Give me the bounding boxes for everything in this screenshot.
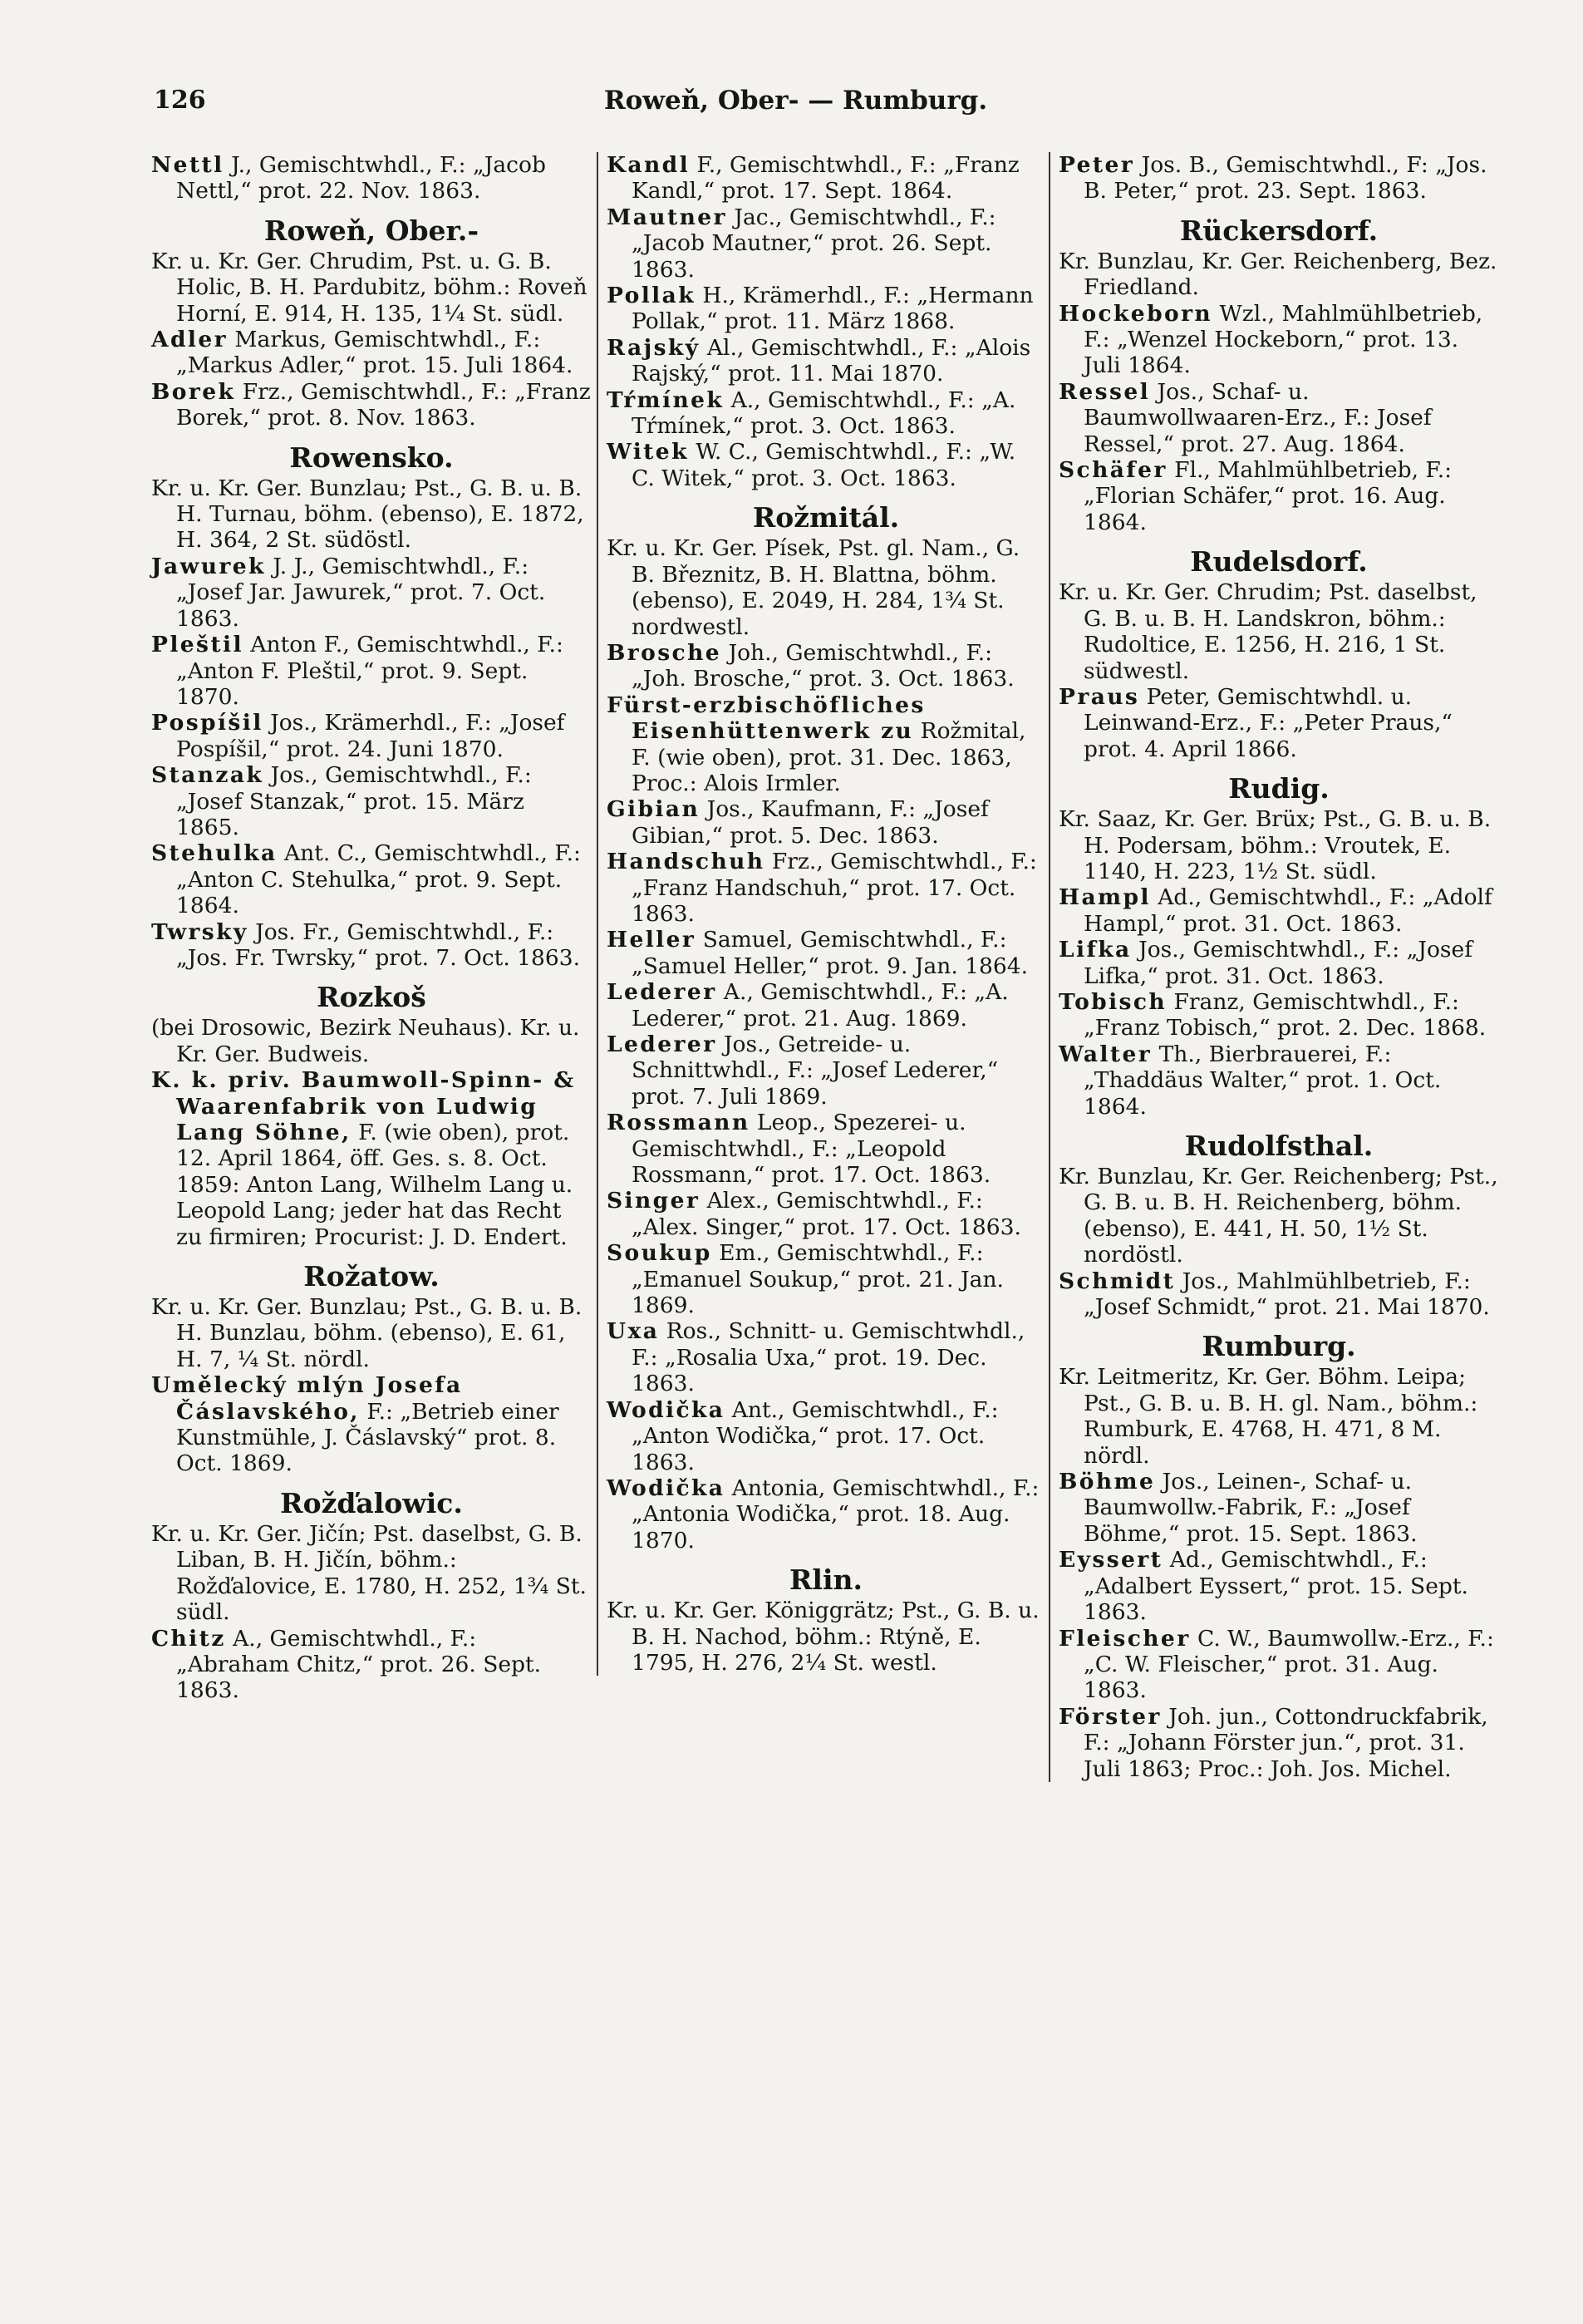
firm-name: Kandl [607,152,691,178]
firm-details: Rožmital, F. (wie oben), prot. 31. Dec. 1863, Proc.: Alois Irmler. [632,718,1026,796]
firm-entry [607,849,1045,927]
firm-entry [607,439,1045,491]
firm-name: Praus [1059,683,1140,710]
firm-entry [607,152,1045,204]
firm-details: H., Krämerhdl., F.: „Hermann Pollak,“ prot. 11. März 1868. [632,283,1034,335]
firm-name: Förster [1059,1703,1162,1730]
place-heading: Rumburg. [1202,1330,1356,1363]
column-1 [151,152,592,1704]
firm-name: Hockeborn [1059,300,1213,327]
place-heading: Rlin. [789,1563,863,1597]
firm-name: K. k. priv. Baumwoll-Spinn- & Waarenfabrik von Ludwig Lang Söhne, [151,1067,576,1145]
place-heading: Rozkoš [317,981,426,1014]
firm-name: Umělecký mlýn Josefa Čáslavského, [151,1372,463,1425]
firm-entry [607,1240,1045,1318]
firm-name: Böhme [1059,1469,1156,1495]
firm-entry [607,692,1045,797]
firm-details: Al., Gemischtwhdl., F.: „Alois Rajský,“ prot. 11. Mai 1870. [632,334,1031,387]
firm-name: Nettl [151,152,224,178]
firm-entry [1059,1704,1499,1782]
firm-entry [607,204,1045,283]
firm-entry [607,283,1045,335]
firm-details: J. J., Gemischtwhdl., F.: „Josef Jar. Jawurek,“ prot. 7. Oct. 1863. [176,553,546,632]
firm-entry [607,1110,1045,1188]
running-head: Roweň, Ober- — Rumburg. [603,86,988,116]
firm-details: F.: „Betrieb einer Kunstmühle, J. Čáslavský“ prot. 8. Oct. 1869. [176,1398,559,1477]
firm-name: Pollak [607,283,696,309]
firm-name: Ressel [1059,378,1151,405]
firm-details: Jos., Getreide- u. Schnittwhdl., F.: „Josef Lederer,“ prot. 7. Juli 1869. [632,1032,999,1110]
page-header [154,86,1438,127]
firm-entry [151,840,592,918]
firm-name: Fürst-erzbischöfliches Eisenhüttenwerk zu [607,692,926,745]
place-heading: Rückersdorf. [1179,214,1379,247]
place-heading: Rožďalowic. [280,1486,463,1519]
firm-entry [151,919,592,972]
firm-name: Rossmann [607,1110,750,1136]
firm-entry [151,327,592,379]
column-2 [597,152,1045,1676]
place-info: Kr. u. Kr. Ger. Königgrätz; Pst., G. B. u. B. H. Nachod, böhm.: Rtýně, E. 1795, H. 276, 2¼ St. westl. [607,1598,1040,1676]
firm-details: F. (wie oben), prot. 12. April 1864, öff. Ges. s. 8. Oct. 1859: Anton Lang, Wilhelm Lang u. Leopold Lang; jeder hat das Recht zu firmiren; Procurist: J. D. Endert. [176,1120,573,1250]
firm-details: Leop., Spezerei- u. Gemischtwhdl., F.: „Leopold Rossmann,“ prot. 17. Oct. 1863. [632,1110,991,1189]
firm-details: Jos., Mahlmühlbetrieb, F.: „Josef Schmidt,“ prot. 21. Mai 1870. [1084,1268,1490,1321]
firm-details: Jos., Leinen-, Schaf- u. Baumwollw.-Fabrik, F.: „Josef Böhme,“ prot. 15. Sept. 1863. [1084,1469,1418,1547]
firm-details: Ros., Schnitt- u. Gemischtwhdl., F.: „Rosalia Uxa,“ prot. 19. Dec. 1863. [632,1318,1025,1397]
firm-name: Jawurek [151,553,266,579]
place-info: Kr. Bunzlau, Kr. Ger. Reichenberg, Bez. Friedland. [1059,248,1497,301]
firm-name: Hampl [1059,884,1151,911]
firm-details: W. C., Gemischtwhdl., F.: „W. C. Witek,“ prot. 3. Oct. 1863. [632,439,1016,491]
firm-name: Stehulka [151,840,278,867]
firm-name: Singer [607,1188,701,1214]
firm-details: Joh., Gemischtwhdl., F.: „Joh. Brosche,“ prot. 3. Oct. 1863. [632,639,1015,692]
firm-name: Tobisch [1059,988,1168,1015]
firm-details: Jac., Gemischtwhdl., F.: „Jacob Mautner,“ prot. 26. Sept. 1863. [632,204,996,283]
firm-details: Markus, Gemischtwhdl., F.: „Markus Adler,“ prot. 15. Juli 1864. [176,327,573,379]
firm-details: C. W., Baumwollw.-Erz., F.: „C. W. Fleischer,“ prot. 31. Aug. 1863. [1084,1625,1494,1704]
firm-entry [607,1397,1045,1475]
firm-entry [151,554,592,632]
firm-details: Peter, Gemischtwhdl. u. Leinwand-Erz., F.: „Peter Praus,“ prot. 4. April 1866. [1084,683,1453,762]
firm-details: Jos., Krämerhdl., F.: „Josef Pospíšil,“ prot. 24. Juni 1870. [176,710,565,762]
firm-details: Jos. B., Gemischtwhdl., F: „Jos. B. Peter,“ prot. 23. Sept. 1863. [1084,152,1487,204]
firm-details: A., Gemischtwhdl., F.: „A. Tŕmínek,“ prot. 3. Oct. 1863. [632,387,1016,440]
place-heading: Rudolfsthal. [1184,1130,1374,1162]
firm-entry [1059,152,1499,204]
firm-name: Uxa [607,1318,660,1345]
firm-name: Rajský [607,334,701,361]
firm-entry [1059,1547,1499,1625]
firm-name: Peter [1059,152,1135,178]
firm-name: Stanzak [151,762,264,789]
place-info: (bei Drosowic, Bezirk Neuhaus). Kr. u. Kr. Ger. Budweis. [151,1015,580,1067]
firm-entry [607,640,1045,692]
firm-name: Eyssert [1059,1547,1163,1573]
firm-entry [607,927,1045,979]
firm-details: Joh. jun., Cottondruckfabrik, F.: „Johann Förster jun.“, prot. 31. Juli 1863; Proc.: Joh. Jos. Michel. [1084,1703,1488,1782]
firm-name: Adler [151,327,228,353]
firm-entry [607,387,1045,440]
column-3 [1049,152,1499,1782]
page-number: 126 [154,86,206,115]
firm-name: Schmidt [1059,1268,1176,1294]
firm-name: Walter [1059,1041,1153,1067]
firm-details: Jos., Schaf- u. Baumwollwaaren-Erz., F.: Josef Ressel,“ prot. 27. Aug. 1864. [1084,378,1432,457]
firm-details: Wzl., Mahlmühlbetrieb, F.: „Wenzel Hockeborn,“ prot. 13. Juli 1864. [1084,300,1483,379]
firm-entry [607,1188,1045,1240]
firm-entry [1059,884,1499,937]
place-heading: Rudig. [1228,772,1330,805]
place-heading: Rožmitál. [752,501,900,534]
firm-entry [1059,684,1499,762]
firm-name: Gibian [607,796,701,823]
place-heading: Rowensko. [289,441,454,474]
firm-name: Wodička [607,1475,725,1501]
firm-entry [151,1626,592,1704]
firm-name: Borek [151,378,236,405]
firm-entry [151,1067,592,1250]
firm-entry [1059,1268,1499,1321]
place-info: Kr. Leitmeritz, Kr. Ger. Böhm. Leipa; Pst., G. B. u. B. H. gl. Nam., böhm.: Rumburk, E. 4768, H. 471, 8 M. nördl. [1059,1364,1478,1469]
firm-entry [1059,937,1499,989]
firm-details: Jos., Gemischtwhdl., F.: „Josef Stanzak,“ prot. 15. März 1865. [176,762,532,840]
firm-details: F., Gemischtwhdl., F.: „Franz Kandl,“ prot. 17. Sept. 1864. [632,152,1020,204]
firm-entry [1059,1041,1499,1120]
firm-details: Ant., Gemischtwhdl., F.: „Anton Wodička,“ prot. 17. Oct. 1863. [632,1396,999,1475]
place-info: Kr. u. Kr. Ger. Písek, Pst. gl. Nam., G. B. Březnitz, B. H. Blattna, böhm. (ebenso), E. 2049, H. 284, 1¾ St. nordwestl. [607,535,1020,640]
firm-details: A., Gemischtwhdl., F.: „A. Lederer,“ prot. 21. Aug. 1869. [632,979,1009,1032]
firm-name: Pospíšil [151,710,263,736]
firm-entry [151,152,592,204]
place-heading: Roweň, Ober.- [263,214,479,247]
firm-details: Franz, Gemischtwhdl., F.: „Franz Tobisch,“ prot. 2. Dec. 1868. [1084,988,1487,1041]
firm-entry [1059,301,1499,379]
firm-entry [607,796,1045,849]
firm-entry [607,979,1045,1032]
firm-details: Anton F., Gemischtwhdl., F.: „Anton F. Pleštil,“ prot. 9. Sept. 1870. [176,632,563,710]
firm-entry [607,1475,1045,1553]
firm-details: Jos. Fr., Gemischtwhdl., F.: „Jos. Fr. Twrsky,“ prot. 7. Oct. 1863. [176,918,581,971]
firm-entry [607,1032,1045,1110]
place-info: Kr. u. Kr. Ger. Bunzlau; Pst., G. B. u. B. H. Bunzlau, böhm. (ebenso), E. 61, H. 7, ¼ St. nördl. [151,1294,583,1372]
firm-details: Fl., Mahlmühlbetrieb, F.: „Florian Schäfer,“ prot. 16. Aug. 1864. [1084,457,1453,535]
firm-details: Th., Bierbrauerei, F.: „Thaddäus Walter,“ prot. 1. Oct. 1864. [1084,1041,1442,1120]
firm-name: Chitz [151,1625,226,1652]
firm-name: Lederer [607,1032,717,1057]
firm-name: Pleštil [151,632,243,658]
firm-entry [151,379,592,431]
firm-entry [151,1372,592,1477]
firm-details: Ad., Gemischtwhdl., F.: „Adolf Hampl,“ prot. 31. Oct. 1863. [1084,884,1492,937]
firm-entry [151,762,592,840]
firm-details: J., Gemischtwhdl., F.: „Jacob Nettl,“ prot. 22. Nov. 1863. [176,152,546,204]
firm-details: Frz., Gemischtwhdl., F.: „Franz Handschuh,“ prot. 17. Oct. 1863. [632,849,1037,927]
firm-entry [607,335,1045,387]
firm-entry [1059,457,1499,535]
place-info: Kr. u. Kr. Ger. Jičín; Pst. daselbst, G. B. Liban, B. H. Jičín, böhm.: Rožďalovice, E. 1780, H. 252, 1¾ St. südl. [151,1520,587,1626]
firm-details: Antonia, Gemischtwhdl., F.: „Antonia Wodička,“ prot. 18. Aug. 1870. [632,1475,1040,1553]
firm-entry [1059,1626,1499,1704]
place-heading: Rudelsdorf. [1190,545,1368,579]
place-info: Kr. Bunzlau, Kr. Ger. Reichenberg; Pst., G. B. u. B. H. Reichenberg, böhm. (ebenso), E. 441, H. 50, 1½ St. nordöstl. [1059,1164,1498,1268]
place-heading: Rožatow. [303,1260,440,1293]
firm-entry [151,632,592,710]
firm-name: Fleischer [1059,1625,1191,1652]
firm-name: Lifka [1059,937,1132,963]
place-info: Kr. u. Kr. Ger. Chrudim; Pst. daselbst, G. B. u. B. H. Landskron, böhm.: Rudoltice, E. 1256, H. 216, 1 St. südwestl. [1059,579,1477,684]
firm-name: Wodička [607,1396,725,1423]
firm-name: Witek [607,439,689,465]
firm-name: Soukup [607,1240,712,1267]
place-info: Kr. u. Kr. Ger. Bunzlau; Pst., G. B. u. B. H. Turnau, böhm. (ebenso), E. 1872, H. 364, 2 St. südöstl. [151,475,584,554]
firm-details: Samuel, Gemischtwhdl., F.: „Samuel Heller,“ prot. 9. Jan. 1864. [632,927,1029,979]
firm-entry [1059,989,1499,1041]
firm-details: Ad., Gemischtwhdl., F.: „Adalbert Eyssert,“ prot. 15. Sept. 1863. [1084,1547,1468,1626]
firm-details: Jos., Kaufmann, F.: „Josef Gibian,“ prot. 5. Dec. 1863. [632,796,989,849]
firm-details: A., Gemischtwhdl., F.: „Abraham Chitz,“ prot. 26. Sept. 1863. [176,1625,542,1704]
firm-name: Lederer [607,979,717,1006]
firm-entry [1059,379,1499,457]
firm-name: Schäfer [1059,457,1168,484]
firm-details: Em., Gemischtwhdl., F.: „Emanuel Soukup,“ prot. 21. Jan. 1869. [632,1240,1004,1319]
firm-entry [1059,1469,1499,1547]
firm-details: Frz., Gemischtwhdl., F.: „Franz Borek,“ prot. 8. Nov. 1863. [176,378,591,431]
firm-name: Mautner [607,204,727,230]
firm-details: Alex., Gemischtwhdl., F.: „Alex. Singer,“ prot. 17. Oct. 1863. [632,1188,1021,1240]
place-info: Kr. u. Kr. Ger. Chrudim, Pst. u. G. B. Holic, B. H. Pardubitz, böhm.: Roveň Horní, E. 914, H. 135, 1¼ St. südl. [151,248,587,327]
firm-name: Heller [607,927,696,953]
firm-details: Ant. C., Gemischtwhdl., F.: „Anton C. Stehulka,“ prot. 9. Sept. 1864. [176,840,581,919]
firm-name: Handschuh [607,849,765,875]
firm-name: Tŕmínek [607,387,725,413]
firm-entry [607,1318,1045,1396]
place-info: Kr. Saaz, Kr. Ger. Brüx; Pst., G. B. u. B. H. Podersam, böhm.: Vroutek, E. 1140, H. 223, 1½ St. südl. [1059,806,1492,884]
firm-entry [151,710,592,762]
firm-name: Twrsky [151,918,248,945]
firm-name: Brosche [607,639,722,666]
firm-details: Jos., Gemischtwhdl., F.: „Josef Lifka,“ prot. 31. Oct. 1863. [1084,937,1473,989]
